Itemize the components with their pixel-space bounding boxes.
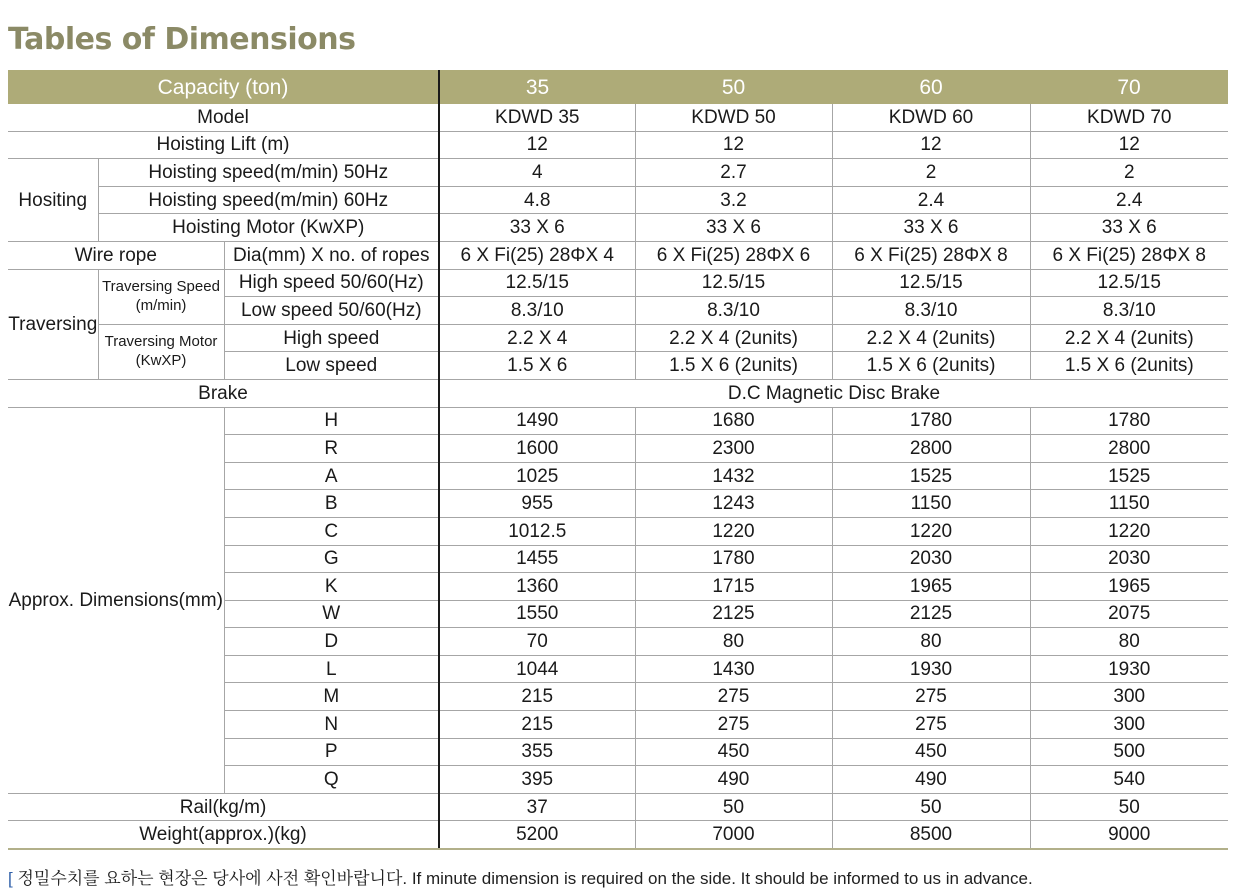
dimension-label: Q bbox=[224, 766, 439, 794]
value-cell: 2125 bbox=[635, 600, 832, 628]
hoisting-motor-label: Hoisting Motor (KwXP) bbox=[98, 214, 439, 242]
brake-row bbox=[8, 379, 1228, 407]
traversing-low-speed-label: Low speed 50/60(Hz) bbox=[224, 297, 439, 325]
value-cell: 1150 bbox=[832, 490, 1030, 518]
wire-rope-row bbox=[8, 241, 1228, 269]
value-cell: 12.5/15 bbox=[1030, 269, 1228, 297]
value-cell: 6 X Fi(25) 28ΦX 6 bbox=[635, 241, 832, 269]
dimension-label: W bbox=[224, 600, 439, 628]
value-cell: 2.7 bbox=[635, 159, 832, 187]
value-cell: 1220 bbox=[635, 517, 832, 545]
value-cell: KDWD 70 bbox=[1030, 104, 1228, 131]
dimension-label: R bbox=[224, 435, 439, 463]
value-cell: 9000 bbox=[1030, 821, 1228, 849]
value-cell: 1220 bbox=[1030, 517, 1228, 545]
value-cell: 1220 bbox=[832, 517, 1030, 545]
footnote-english: If minute dimension is required on the side. It should be informed to us in advance. bbox=[411, 869, 1033, 888]
value-cell: 80 bbox=[635, 628, 832, 656]
model-row bbox=[8, 104, 1228, 131]
value-cell: 1930 bbox=[832, 655, 1030, 683]
value-cell: 1780 bbox=[832, 407, 1030, 435]
value-cell: 1360 bbox=[439, 573, 635, 601]
value-cell: 1432 bbox=[635, 462, 832, 490]
value-cell: 1780 bbox=[1030, 407, 1228, 435]
value-cell: 1525 bbox=[1030, 462, 1228, 490]
value-cell: 12.5/15 bbox=[439, 269, 635, 297]
weight-label: Weight(approx.)(kg) bbox=[8, 821, 439, 849]
hoisting-speed-50-row bbox=[8, 159, 1228, 187]
value-cell: 2.2 X 4 bbox=[439, 324, 635, 352]
value-cell: 215 bbox=[439, 683, 635, 711]
value-cell: 4.8 bbox=[439, 186, 635, 214]
value-cell: 500 bbox=[1030, 738, 1228, 766]
value-cell: 37 bbox=[439, 793, 635, 821]
value-cell: 33 X 6 bbox=[439, 214, 635, 242]
value-cell: 33 X 6 bbox=[832, 214, 1030, 242]
dimension-label: H bbox=[224, 407, 439, 435]
value-cell: 8.3/10 bbox=[635, 297, 832, 325]
value-cell: 1525 bbox=[832, 462, 1030, 490]
dimension-label: G bbox=[224, 545, 439, 573]
value-cell: KDWD 50 bbox=[635, 104, 832, 131]
hoisting-speed-60-row bbox=[8, 186, 1228, 214]
dimension-label: M bbox=[224, 683, 439, 711]
value-cell: 8500 bbox=[832, 821, 1030, 849]
brake-value: D.C Magnetic Disc Brake bbox=[439, 379, 1228, 407]
value-cell: 1550 bbox=[439, 600, 635, 628]
value-cell: 2.2 X 4 (2units) bbox=[635, 324, 832, 352]
value-cell: 1044 bbox=[439, 655, 635, 683]
value-cell: 50 bbox=[832, 793, 1030, 821]
value-cell: 2 bbox=[832, 159, 1030, 187]
hoisting-lift-label: Hoisting Lift (m) bbox=[8, 131, 439, 159]
traversing-high-speed-label: High speed 50/60(Hz) bbox=[224, 269, 439, 297]
hoisting-speed-50-label: Hoisting speed(m/min) 50Hz bbox=[98, 159, 439, 187]
capacity-value: 35 bbox=[439, 70, 635, 104]
value-cell: 215 bbox=[439, 711, 635, 739]
value-cell: 1780 bbox=[635, 545, 832, 573]
value-cell: 300 bbox=[1030, 683, 1228, 711]
value-cell: 80 bbox=[832, 628, 1030, 656]
value-cell: 1.5 X 6 (2units) bbox=[1030, 352, 1228, 380]
dimension-label: B bbox=[224, 490, 439, 518]
value-cell: 50 bbox=[635, 793, 832, 821]
value-cell: 6 X Fi(25) 28ΦX 8 bbox=[1030, 241, 1228, 269]
capacity-value: 70 bbox=[1030, 70, 1228, 104]
value-cell: 355 bbox=[439, 738, 635, 766]
traversing-motor-high-label: High speed bbox=[224, 324, 439, 352]
traversing-speed-label: Traversing Speed (m/min) bbox=[98, 269, 224, 324]
value-cell: 395 bbox=[439, 766, 635, 794]
dimension-row bbox=[8, 407, 1228, 435]
value-cell: 12 bbox=[832, 131, 1030, 159]
value-cell: 50 bbox=[1030, 793, 1228, 821]
value-cell: 2 bbox=[1030, 159, 1228, 187]
value-cell: 80 bbox=[1030, 628, 1228, 656]
dimension-label: P bbox=[224, 738, 439, 766]
value-cell: 490 bbox=[635, 766, 832, 794]
value-cell: KDWD 60 bbox=[832, 104, 1030, 131]
traversing-motor-low-label: Low speed bbox=[224, 352, 439, 380]
value-cell: 1430 bbox=[635, 655, 832, 683]
value-cell: 12 bbox=[1030, 131, 1228, 159]
traversing-high-speed-row bbox=[8, 269, 1228, 297]
hoisting-group-label: Hositing bbox=[8, 159, 98, 242]
value-cell: 7000 bbox=[635, 821, 832, 849]
dimension-label: A bbox=[224, 462, 439, 490]
dimension-label: N bbox=[224, 711, 439, 739]
dimension-label: L bbox=[224, 655, 439, 683]
capacity-value: 60 bbox=[832, 70, 1030, 104]
value-cell: 1243 bbox=[635, 490, 832, 518]
value-cell: 1.5 X 6 (2units) bbox=[832, 352, 1030, 380]
wire-rope-sublabel: Dia(mm) X no. of ropes bbox=[224, 241, 439, 269]
value-cell: 1012.5 bbox=[439, 517, 635, 545]
traversing-motor-high-row bbox=[8, 324, 1228, 352]
dimension-label: C bbox=[224, 517, 439, 545]
value-cell: 3.2 bbox=[635, 186, 832, 214]
value-cell: 275 bbox=[635, 683, 832, 711]
value-cell: 33 X 6 bbox=[635, 214, 832, 242]
value-cell: 5200 bbox=[439, 821, 635, 849]
value-cell: 33 X 6 bbox=[1030, 214, 1228, 242]
value-cell: 4 bbox=[439, 159, 635, 187]
value-cell: 1680 bbox=[635, 407, 832, 435]
value-cell: 2.4 bbox=[1030, 186, 1228, 214]
value-cell: 2800 bbox=[1030, 435, 1228, 463]
value-cell: 12 bbox=[635, 131, 832, 159]
value-cell: 490 bbox=[832, 766, 1030, 794]
header-row bbox=[8, 70, 1228, 104]
value-cell: 2300 bbox=[635, 435, 832, 463]
value-cell: 70 bbox=[439, 628, 635, 656]
value-cell: 1965 bbox=[1030, 573, 1228, 601]
value-cell: 12 bbox=[439, 131, 635, 159]
value-cell: KDWD 35 bbox=[439, 104, 635, 131]
wire-rope-label: Wire rope bbox=[8, 241, 224, 269]
value-cell: 1.5 X 6 (2units) bbox=[635, 352, 832, 380]
value-cell: 1.5 X 6 bbox=[439, 352, 635, 380]
traversing-motor-label: Traversing Motor (KwXP) bbox=[98, 324, 224, 379]
value-cell: 8.3/10 bbox=[832, 297, 1030, 325]
model-label: Model bbox=[8, 104, 439, 131]
footnote-korean: 정밀수치를 요하는 현장은 당사에 사전 확인바랍니다. bbox=[17, 869, 408, 888]
value-cell: 450 bbox=[635, 738, 832, 766]
value-cell: 1600 bbox=[439, 435, 635, 463]
rail-label: Rail(kg/m) bbox=[8, 793, 439, 821]
capacity-value: 50 bbox=[635, 70, 832, 104]
value-cell: 1455 bbox=[439, 545, 635, 573]
value-cell: 2125 bbox=[832, 600, 1030, 628]
hoisting-motor-row bbox=[8, 214, 1228, 242]
dimensions-group-label: Approx. Dimensions(mm) bbox=[8, 407, 224, 793]
value-cell: 275 bbox=[832, 711, 1030, 739]
value-cell: 2075 bbox=[1030, 600, 1228, 628]
value-cell: 450 bbox=[832, 738, 1030, 766]
traversing-group-label: Traversing bbox=[8, 269, 98, 379]
value-cell: 8.3/10 bbox=[439, 297, 635, 325]
hoisting-speed-60-label: Hoisting speed(m/min) 60Hz bbox=[98, 186, 439, 214]
value-cell: 6 X Fi(25) 28ΦX 4 bbox=[439, 241, 635, 269]
rail-row bbox=[8, 793, 1228, 821]
value-cell: 2030 bbox=[832, 545, 1030, 573]
value-cell: 955 bbox=[439, 490, 635, 518]
footnote-bracket: [ bbox=[8, 869, 13, 888]
dimension-label: K bbox=[224, 573, 439, 601]
dimension-label: D bbox=[224, 628, 439, 656]
value-cell: 1965 bbox=[832, 573, 1030, 601]
value-cell: 2030 bbox=[1030, 545, 1228, 573]
value-cell: 1930 bbox=[1030, 655, 1228, 683]
value-cell: 12.5/15 bbox=[635, 269, 832, 297]
dimensions-table bbox=[8, 70, 1228, 850]
value-cell: 2.4 bbox=[832, 186, 1030, 214]
value-cell: 8.3/10 bbox=[1030, 297, 1228, 325]
value-cell: 275 bbox=[635, 711, 832, 739]
value-cell: 1150 bbox=[1030, 490, 1228, 518]
value-cell: 300 bbox=[1030, 711, 1228, 739]
brake-label: Brake bbox=[8, 379, 439, 407]
value-cell: 2.2 X 4 (2units) bbox=[832, 324, 1030, 352]
value-cell: 275 bbox=[832, 683, 1030, 711]
capacity-header: Capacity (ton) bbox=[8, 70, 439, 104]
value-cell: 540 bbox=[1030, 766, 1228, 794]
value-cell: 6 X Fi(25) 28ΦX 8 bbox=[832, 241, 1030, 269]
footnote bbox=[8, 864, 1033, 889]
weight-row bbox=[8, 821, 1228, 849]
hoisting-lift-row bbox=[8, 131, 1228, 159]
page-title: Tables of Dimensions bbox=[8, 22, 356, 57]
value-cell: 1025 bbox=[439, 462, 635, 490]
value-cell: 1490 bbox=[439, 407, 635, 435]
value-cell: 2800 bbox=[832, 435, 1030, 463]
value-cell: 2.2 X 4 (2units) bbox=[1030, 324, 1228, 352]
value-cell: 1715 bbox=[635, 573, 832, 601]
value-cell: 12.5/15 bbox=[832, 269, 1030, 297]
